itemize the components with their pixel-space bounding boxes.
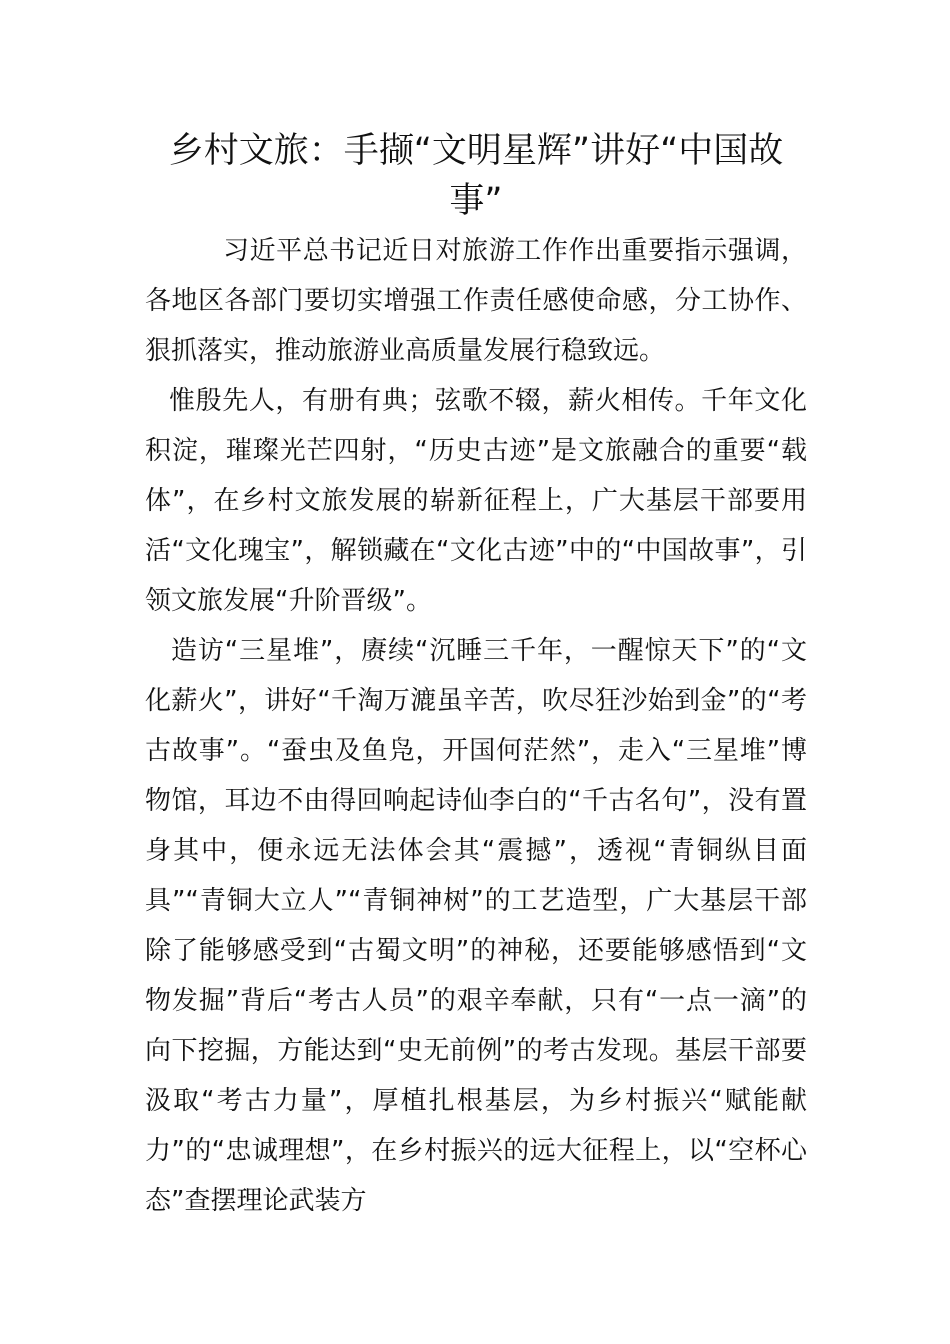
document-body — [145, 226, 807, 1226]
paragraph-1: 习近平总书记近日对旅游工作作出重要指示强调，各地区各部门要切实增强工作责任感使命感，分工协作、狠抓落实，推动旅游业高质量发展行稳致远。 — [145, 236, 807, 366]
paragraph-3: 造访“三星堆”，赓续“沉睡三千年，一醒惊天下”的“文化薪火”，讲好“千淘万漉虽辛苦，吹尽狂沙始到金”的“考古故事”。“蚕虫及鱼凫，开国何茫然”，走入“三星堆”博物馆，耳边不由得回响起诗仙李白的“千古名句”，没有置身其中，便永远无法体会其“震撼”，透视“青铜纵目面具”“青铜大立人”“青铜神树”的工艺造型，广大基层干部除了能够感受到“古蜀文明”的神秘，还要能够感悟到“文物发掘”背后“考古人员”的艰辛奉献，只有“一点一滴”的向下挖掘，方能达到“史无前例”的考古发现。基层干部要汲取“考古力量”，厚植扎根基层，为乡村振兴“赋能献力”的“忠诚理想”，在乡村振兴的远大征程上，以“空杯心态”查摆理论武装方 — [145, 636, 807, 1216]
paragraph-2: 惟殷先人，有册有典；弦歌不辍，薪火相传。千年文化积淀，璀璨光芒四射，“历史古迹”是文旅融合的重要“载体”，在乡村文旅发展的崭新征程上，广大基层干部要用活“文化瑰宝”，解锁藏在“文化古迹”中的“中国故事”，引领文旅发展“升阶晋级”。 — [145, 386, 807, 616]
document-title: 乡村文旅：手撷“文明星辉”讲好“中国故事” — [168, 131, 784, 221]
